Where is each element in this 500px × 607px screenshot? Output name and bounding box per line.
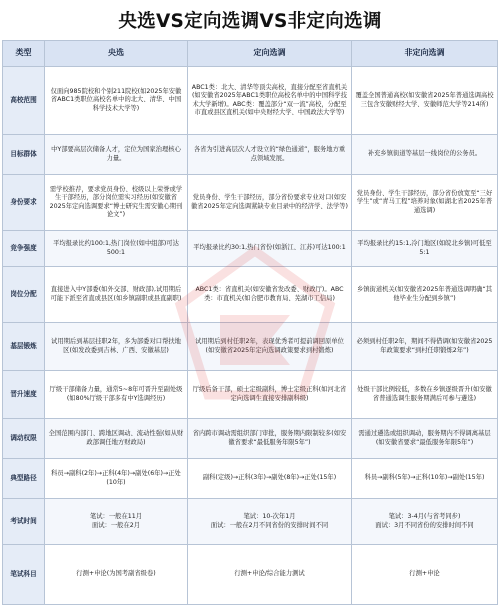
cell-directed: ABC1类：北大、清华等顶尖高校，直接分配至省直机关(如安徽省2025年ABC1类职位高校名单中的中国科学技术大学新增)。ABC类：覆盖部分“双一流”高校，分配至市直或县区直机关(如中央财经大学、中国政法大学等) [188, 67, 352, 135]
table-row [3, 545, 498, 605]
table-row [3, 371, 498, 419]
cell-directed: 各省为引进高层次人才设立的“绿色通道”，服务地方重点领域发展。 [188, 135, 352, 175]
cell-non-directed: 覆盖全国普通高校(如安徽省2025年普通选调高校三包含安徽财经大学、安徽师范大学等214所) [352, 67, 498, 135]
header-type: 类型 [3, 41, 45, 67]
cell-non-directed: 笔试：3-4月(与省考同步) 面试：3月不同省份的安排时间不同 [352, 499, 498, 545]
cell-central: 中Y部要高层次储备人才，定位为国家治理核心力量。 [45, 135, 188, 175]
row-label: 晋升速度 [3, 371, 45, 419]
cell-central: 全国范围内部门、跨地区调动、流动性强(如从财政部调任地方财政局) [45, 419, 188, 459]
table-row [3, 499, 498, 545]
row-label: 身份要求 [3, 175, 45, 231]
row-label: 目标群体 [3, 135, 45, 175]
row-label: 竞争强度 [3, 231, 45, 267]
cell-central: 科员→副科(2年)→正科(4年)→副处(6年)→正处(10年) [45, 459, 188, 499]
cell-directed: 行测+申论/综合能力测试 [188, 545, 352, 605]
table-row [3, 67, 498, 135]
cell-directed: 省内跨市调动需组织部门审批，服务期内限制较多(如安徽省要求“最低服务年限5年”) [188, 419, 352, 459]
table-row [3, 323, 498, 371]
table-row [3, 267, 498, 323]
row-label: 典型路径 [3, 459, 45, 499]
cell-directed: 厅级后备干部，硕士定级副科，博士定级正科(如河北省定向选调生直接安排副科级) [188, 371, 352, 419]
table-row [3, 419, 498, 459]
cell-central: 试用期后到基层挂职2年，多为部委对口帮扶地区(如发改委到吉林、广西、安徽基层) [45, 323, 188, 371]
cell-non-directed: 行测+申论 [352, 545, 498, 605]
cell-central: 笔试：一般在11月 面试：一般在2月 [45, 499, 188, 545]
cell-central: 行测+申论(为国考副省级卷) [45, 545, 188, 605]
cell-directed: 试用期后到村任职2年，表现优秀者可提前调回原单位(如安徽省2025年定向选调政策要求到村锻炼) [188, 323, 352, 371]
cell-central: 厅级干部储备力量，通常5~8年可晋升至副处级(如80%厅级干部多有中Y选调经历) [45, 371, 188, 419]
cell-central: 仅面向985院校和个别211院校(如2025年安徽省ABC1类职位高校名单中的北大、清华、中国科学技术大学等) [45, 67, 188, 135]
cell-central: 需学校推荐，要求党员身份、校级以上荣誉或学生干部经历，部分岗位需实习经历(如安徽省2025年定向选调要求“博士研究生需安徽心期刊论文”) [45, 175, 188, 231]
row-label: 调动权限 [3, 419, 45, 459]
cell-non-directed: 科员→副科(5年)→正科(10年)→副处(15年) [352, 459, 498, 499]
header-central: 央选 [45, 41, 188, 67]
cell-central: 直接进入中Y部委(如外交部、财政部),试用期后可能下派至省直或县区(如乡镇副职或县直副职) [45, 267, 188, 323]
cell-directed: ABC1类：省直机关(如安徽省发改委、财政厅)。ABC类：市直机关(如合肥市教育局、芜湖市工信局) [188, 267, 352, 323]
cell-central: 平均报录比约100:1,热门岗位(如中组部)可达500:1 [45, 231, 188, 267]
comparison-table [2, 40, 498, 605]
cell-non-directed: 必须到村任职2年，期间不得借调(如安徽省2025年政策要求“到村任职锻炼2年”) [352, 323, 498, 371]
cell-directed: 笔试：10-次年1月 面试：一般在2月不同省份的安排时间不同 [188, 499, 352, 545]
cell-directed: 副科(定级)→正科(3年)→副处(8年)→正处(15年) [188, 459, 352, 499]
cell-directed: 党员身份、学生干部经历，部分省份要求专业对口(如安徽省2025年定向选调紧缺专业目录中的经济学、法学等) [188, 175, 352, 231]
row-label: 考试时间 [3, 499, 45, 545]
row-label: 笔试科目 [3, 545, 45, 605]
cell-non-directed: 处级干部比例较低，多数在乡镇逐级晋升(如安徽省普通选调生服务期满后可参与遴选) [352, 371, 498, 419]
row-label: 基层锻炼 [3, 323, 45, 371]
header-directed: 定向选调 [188, 41, 352, 67]
row-label: 岗位分配 [3, 267, 45, 323]
header-row [3, 41, 498, 67]
cell-non-directed: 平均报录比约15:1,冷门地区(如皖北乡镇)可低至5:1 [352, 231, 498, 267]
table-row [3, 175, 498, 231]
page-title: 央选VS定向选调VS非定向选调 [118, 11, 382, 32]
cell-non-directed: 补充乡镇街道等基层一线岗位的公务员。 [352, 135, 498, 175]
table-row [3, 135, 498, 175]
table-row [3, 459, 498, 499]
cell-non-directed: 需通过遴选或组织调动，服务期内不得调离基层(如安徽省要求“最低服务年限5年”) [352, 419, 498, 459]
row-label: 高校范围 [3, 67, 45, 135]
cell-directed: 平均报录比约30:1,热门省份(如浙江、江苏)可达100:1 [188, 231, 352, 267]
cell-non-directed: 党员身份、学生干部经历，部分省份放宽至“三好学生”或“青马工程”培养对象(如湖北省2025年普通选调) [352, 175, 498, 231]
table-row [3, 231, 498, 267]
header-non-directed: 非定向选调 [352, 41, 498, 67]
cell-non-directed: 乡镇街道机关(如安徽省2025年普通选调明确“其他毕业生分配到乡镇”) [352, 267, 498, 323]
